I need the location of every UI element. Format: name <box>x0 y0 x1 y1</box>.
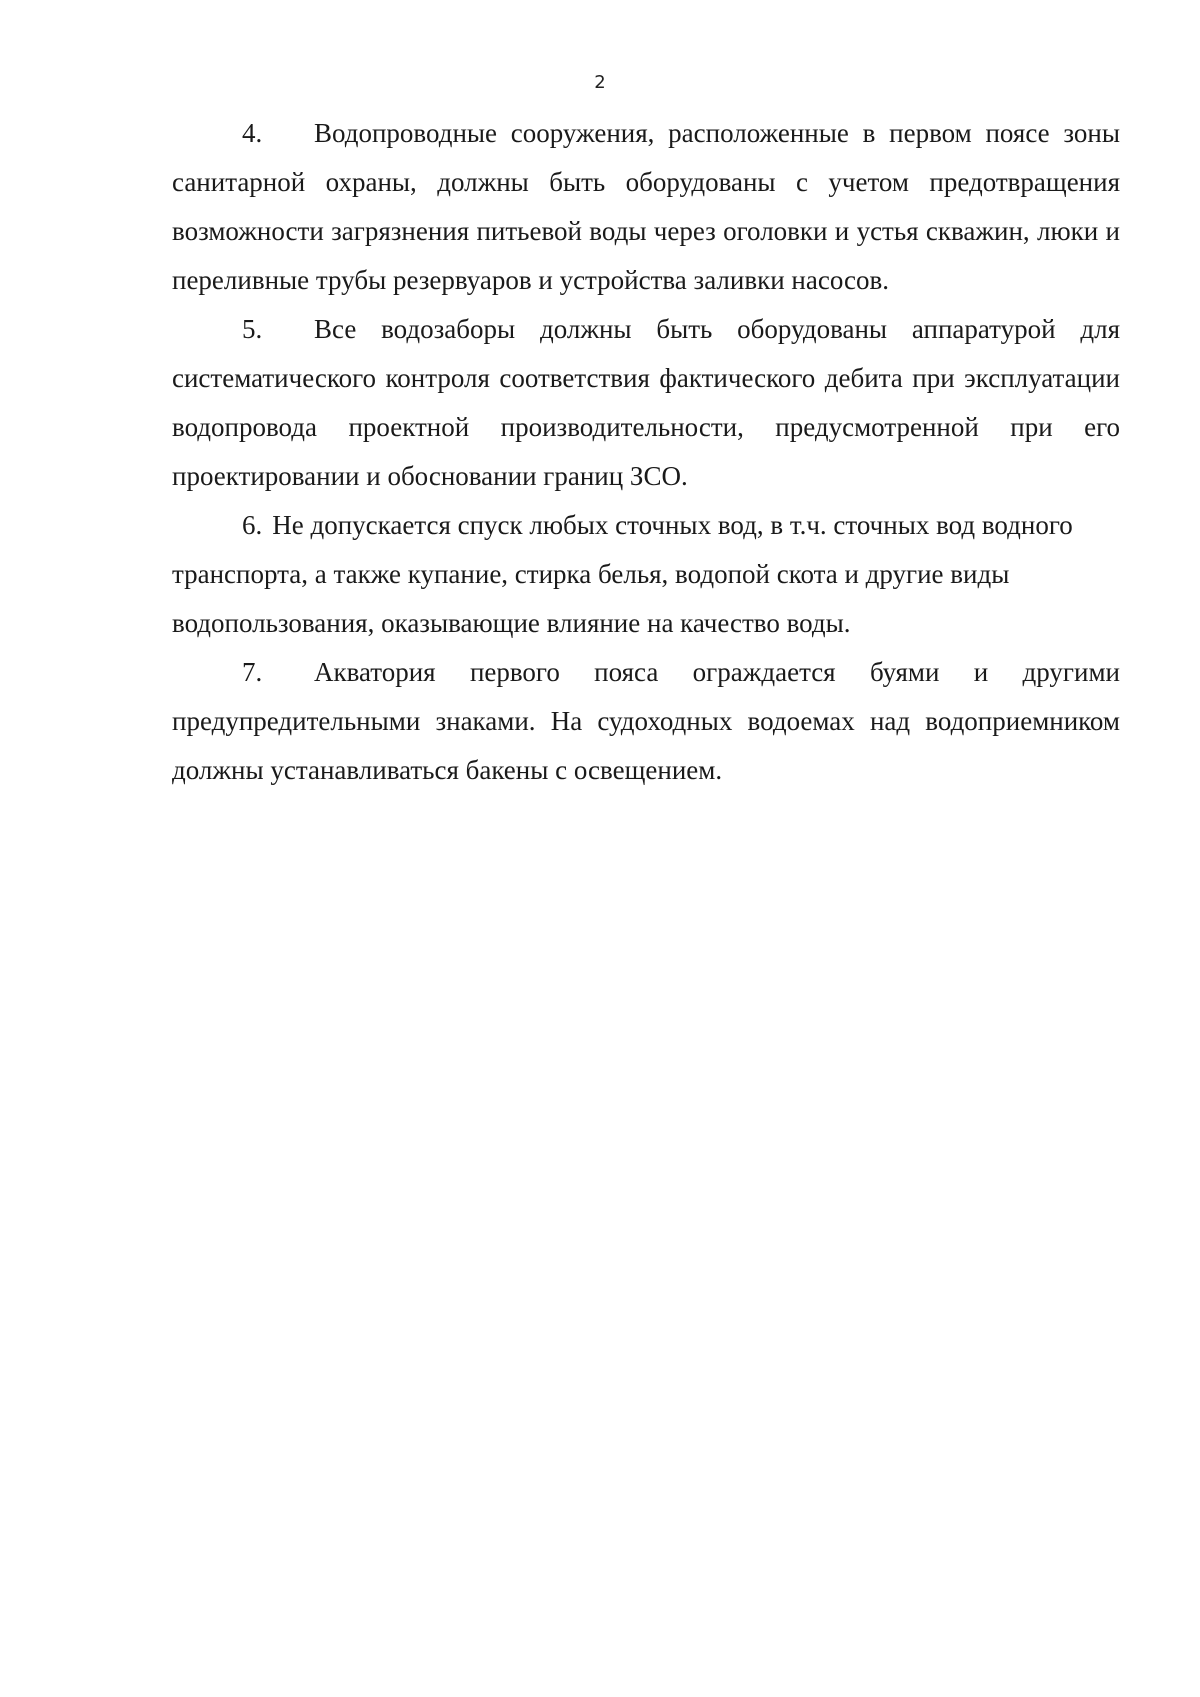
page-number: 2 <box>594 72 606 93</box>
paragraph-number: 5. <box>242 314 263 344</box>
paragraph-text: Водопроводные сооружения, расположенные в первом поясе зоны санитарной охраны, должны быть оборудованы с учетом предотвращения возможности загрязнения питьевой воды через оголовки и устья скважин, люки и переливные трубы резервуаров и устройства заливки насосов. <box>172 118 1120 295</box>
paragraph-text: Акватория первого пояса ограждается буями и другими предупредительными знаками. На судоходных водоемах над водоприемником должны устанавливаться бакены с освещением. <box>172 657 1120 785</box>
document-body <box>172 109 1120 795</box>
paragraph-7 <box>172 648 1120 795</box>
paragraph-5 <box>172 305 1120 501</box>
paragraph-number: 6. <box>242 510 263 540</box>
paragraph-4 <box>172 109 1120 305</box>
paragraph-text: Все водозаборы должны быть оборудованы аппаратурой для систематического контроля соответствия фактического дебита при эксплуатации водопровода проектной производительности, предусмотренной при его проектировании и обосновании границ ЗСО. <box>172 314 1120 491</box>
paragraph-6 <box>172 501 1120 648</box>
paragraph-text: Не допускается спуск любых сточных вод, в т.ч. сточных вод водного транспорта, а также купание, стирка белья, водопой скота и другие виды водопользования, оказывающие влияние на качество воды. <box>172 510 1073 638</box>
paragraph-number: 7. <box>242 657 263 687</box>
paragraph-number: 4. <box>242 118 263 148</box>
